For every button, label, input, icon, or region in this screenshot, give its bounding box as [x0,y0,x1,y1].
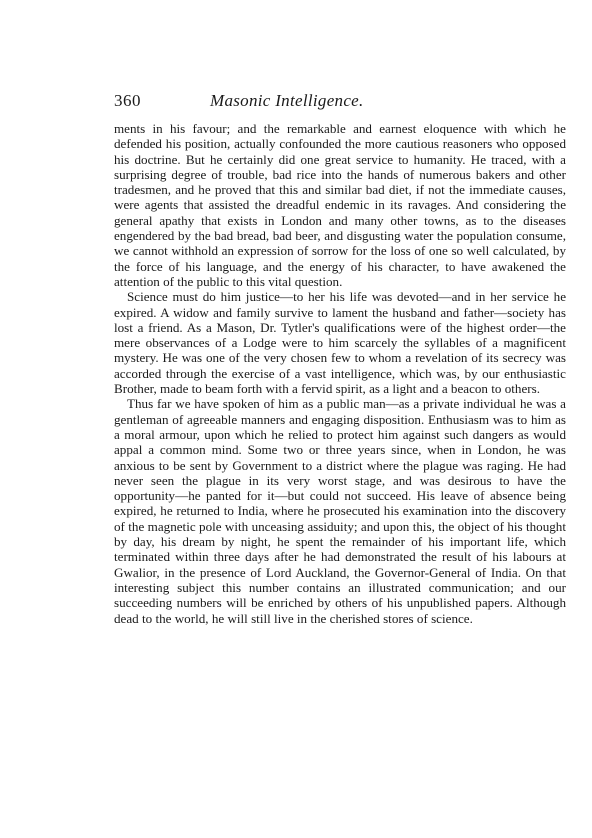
article-body [114,121,566,626]
page-header [114,91,474,115]
paragraph-private-life: Thus far we have spoken of him as a public man—as a private individual he was a gentleman of agreeable manners and engaging disposition. Enthusiasm was to him as a moral armour, upon which he relied to protect him against such dangers as would appal a common mind. Some two or three years since, when in London, he was anxious to be sent by Government to a district where the plague was raging. He had never seen the plague in its very worst stage, and was desirous to have the opportunity—he panted for it—but could not succeed. His leave of absence being expired, he returned to India, where he prosecuted his examination into the discovery of the magnetic pole with unceasing assiduity; and upon this, the object of his thought by day, his dream by night, he spent the remainder of his important life, which terminated within three days after he had demonstrated the result of his labours at Gwalior, in the presence of Lord Auckland, the Governor-General of India. On that interesting subject this number contains an illustrated communication; and our succeeding numbers will be enriched by others of his unpublished papers. Although dead to the world, he will still live in the cherished stores of science. [114,396,566,626]
paragraph-continued: ments in his favour; and the remarkable and earnest eloquence with which he defended his position, actually confounded the more cautious reasoners who opposed his doctrine. But he certainly did one great service to humanity. He traced, with a surprising degree of trouble, bad rice into the hands of numerous bakers and other tradesmen, and he proved that this and similar bad diet, if not the immediate causes, were agents that assisted the dreadful endemic in its ravages. And considering the general apathy that exists in London and many other towns, as to the diseases engendered by the bad bread, bad beer, and disgusting water the population consume, we cannot withhold an expression of sorrow for the loss of one so well calculated, by the force of his language, and the energy of his character, to have awakened the attention of the public to this vital question. [114,121,566,289]
page-number: 360 [114,91,141,110]
paragraph-science: Science must do him justice—to her his life was devoted—and in her service he expired. A widow and family survive to lament the husband and father—society has lost a friend. As a Mason, Dr. Tytler's qualifications were of the highest order—the mere observances of a Lodge were to him scarcely the syllables of a magnificent mystery. He was one of the very chosen few to whom a revelation of its secrecy was accorded through the exercise of a vast intelligence, which was, by our enthusiastic Brother, made to beam forth with a fervid spirit, as a light and a beacon to others. [114,289,566,397]
running-title: Masonic Intelligence. [210,91,364,110]
